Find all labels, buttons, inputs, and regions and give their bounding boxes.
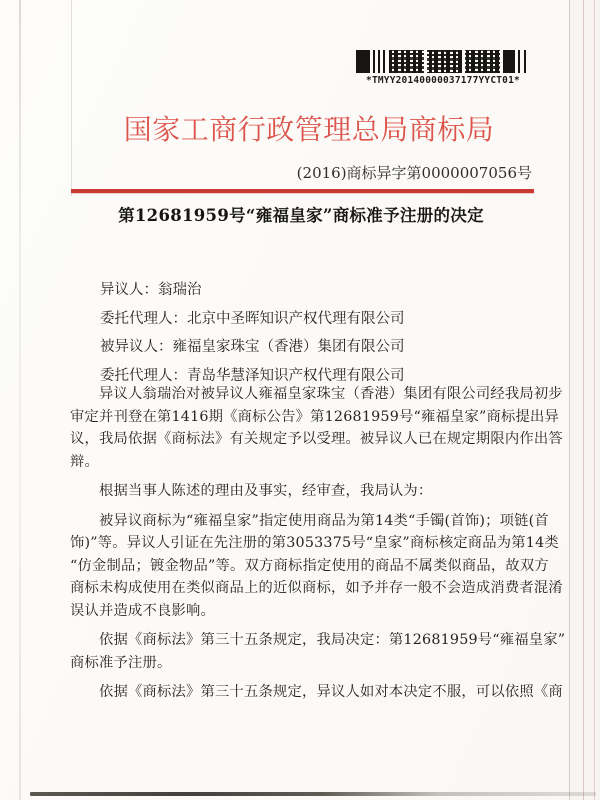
party-line: 委托代理人：北京中圣晖知识产权代理有限公司	[100, 310, 405, 327]
paragraph	[70, 681, 563, 704]
red-divider-rule	[71, 189, 534, 193]
body-line: 议，我局依据《商标法》有关规定予以受理。被异议人已在规定期限内作出答	[70, 431, 563, 447]
barcode-block-icon	[503, 50, 515, 73]
body-line: 饰)”等。异议人引证在先注册的第3053375号“皇家”商标核定商品为第14类	[70, 535, 559, 551]
barcode-block-icon	[356, 50, 370, 73]
body-line: 商标准予注册。	[70, 654, 172, 671]
barcode-matrix-icon	[389, 50, 424, 73]
document-number: (2016)商标异字第0000007056号	[296, 164, 532, 182]
party-line: 被异议人：雍福皇家珠宝（香港）集团有限公司	[100, 339, 405, 355]
decision-title: 第12681959号“雍福皇家”商标准予注册的决定	[118, 206, 484, 225]
barcode-bars-icon	[518, 50, 530, 73]
body-line: 误认并造成不良影响。	[70, 602, 215, 619]
barcode	[356, 50, 530, 86]
barcode-graphic	[356, 50, 530, 73]
decision-body	[70, 383, 566, 711]
body-line: 根据当事人陈述的理由及事实，经审查，我局认为：	[99, 483, 433, 499]
paper-right-edge-strip	[570, 0, 600, 800]
agency-title: 国家工商行政管理总局商标局	[123, 113, 495, 146]
body-line: 辩。	[70, 453, 99, 470]
body-line: 审定并刊登在第1416期《商标公告》第12681959号“雍福皇家”商标提出异	[70, 408, 559, 425]
paper-bottom-edge-line	[30, 792, 596, 796]
party-line: 委托代理人：青岛华慧泽知识产权代理有限公司	[100, 367, 405, 384]
paragraph	[70, 383, 563, 473]
barcode-matrix-icon	[427, 50, 462, 73]
body-line: “仿金制品；镀金物品”等。双方商标指定使用的商品不属类似商品，故双方	[70, 557, 549, 574]
body-line: 依据《商标法》第三十五条规定，我局决定：第12681959号“雍福皇家”	[99, 632, 566, 648]
body-line: 依据《商标法》第三十五条规定，异议人如对本决定不服，可以依照《商	[99, 684, 563, 700]
paper-right-edge-line	[569, 0, 570, 800]
paper-crease-left	[19, 0, 21, 800]
body-line: 商标未构成使用在类似商品上的近似商标，如予并存一般不会造成消费者混淆	[70, 580, 563, 596]
paragraph	[70, 510, 563, 623]
body-line: 被异议商标为“雍福皇家”指定使用商品为第14类“手镯(首饰)；项链(首	[99, 512, 549, 529]
body-line: 异议人翁瑞治对被异议人雍福皇家珠宝（香港）集团有限公司经我局初步	[99, 386, 563, 402]
barcode-matrix-icon	[465, 50, 500, 73]
parties-block	[100, 276, 405, 390]
barcode-text: *TMYY20140000037177YYCT01*	[366, 75, 520, 86]
barcode-bars-icon	[373, 50, 386, 73]
paragraph	[70, 629, 566, 674]
party-line: 异议人：翁瑞治	[100, 282, 202, 298]
paragraph	[70, 480, 536, 503]
